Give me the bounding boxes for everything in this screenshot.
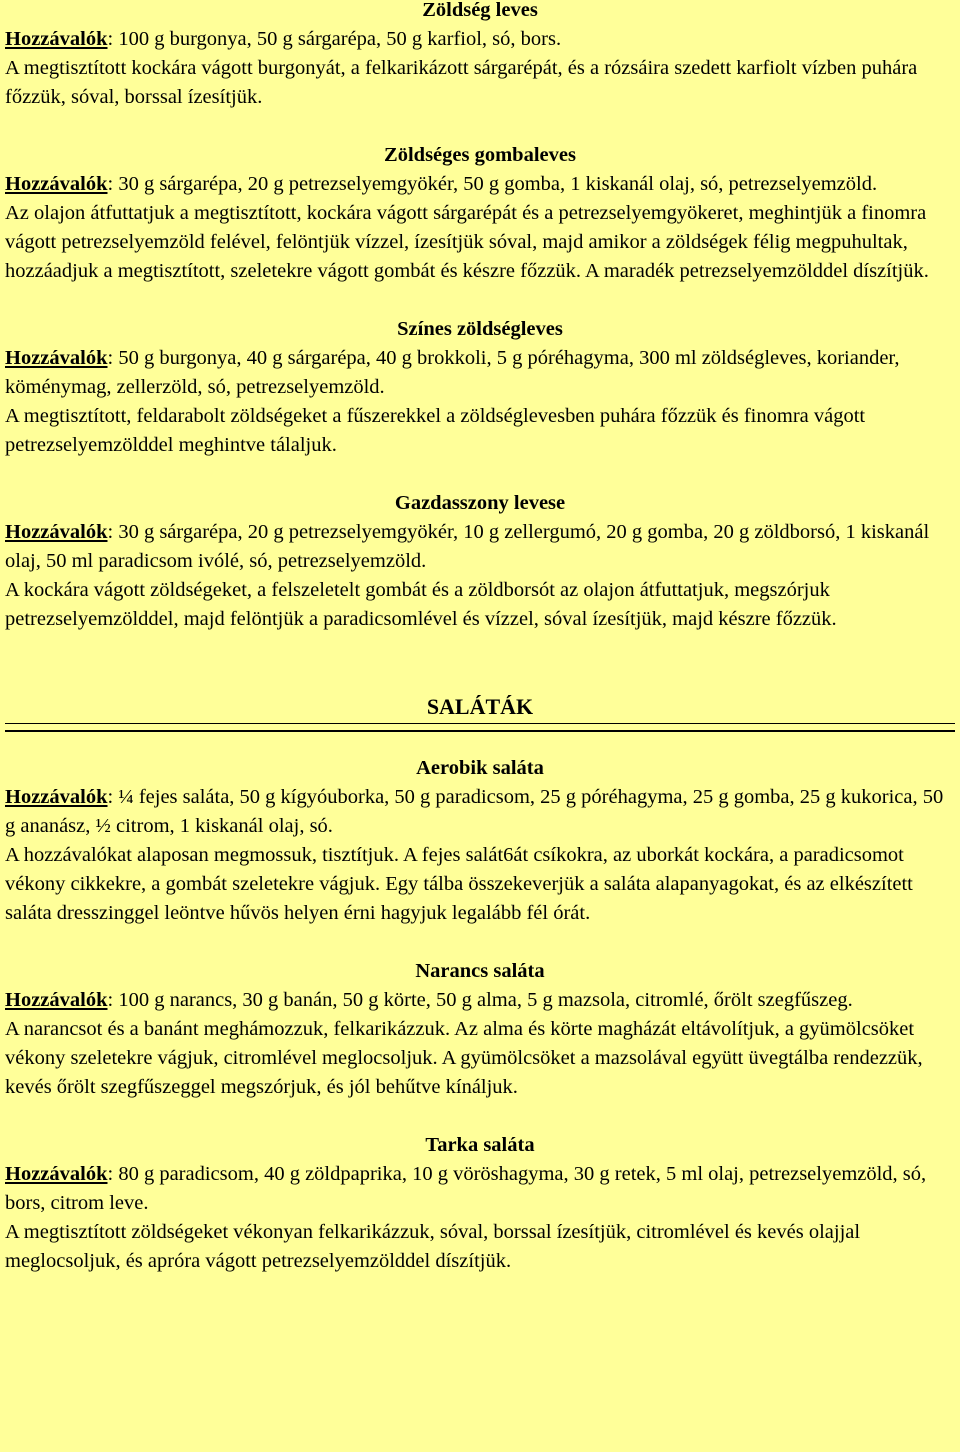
ingredients-label: Hozzávalók xyxy=(5,786,108,808)
ingredients-label: Hozzávalók xyxy=(5,28,108,50)
ingredients-text: : 100 g narancs, 30 g banán, 50 g körte, 50 g alma, 5 g mazsola, citromlé, őrölt szegfűszeg. xyxy=(107,989,853,1011)
ingredients-text: : 50 g burgonya, 40 g sárgarépa, 40 g brokkoli, 5 g póréhagyma, 300 ml zöldségleves, koriander, köménymag, zellerzöld, só, petrezselyemzöld. xyxy=(5,347,900,398)
ingredients-label: Hozzávalók xyxy=(5,521,108,543)
recipe-gazdasszony-levese xyxy=(5,489,955,634)
recipe-method: A megtisztított, feldarabolt zöldségeket a fűszerekkel a zöldséglevesben puhára főzzük és finomra vágott petrezselyemzölddel meghintve tálaljuk. xyxy=(5,405,866,456)
recipe-narancs-salata xyxy=(5,957,955,1102)
spacer xyxy=(5,460,955,489)
recipe-title: Zöldség leves xyxy=(422,0,538,21)
recipe-method: A megtisztított zöldségeket vékonyan felkarikázzuk, sóval, borssal ízesítjük, citromlével és kevés olajjal meglocsoljuk, és apróra vágott petrezselyemzölddel díszítjük. xyxy=(5,1221,861,1272)
recipe-ingredients xyxy=(5,986,955,1015)
document-page xyxy=(5,0,955,1276)
recipe-ingredients xyxy=(5,1160,955,1218)
recipe-zoldseges-gombaleves xyxy=(5,141,955,286)
recipe-title: Színes zöldségleves xyxy=(397,318,563,340)
recipe-method: A kockára vágott zöldségeket, a felszeletelt gombát és a zöldborsót az olajon átfuttatjuk, megszórjuk petrezselyemzölddel, majd felöntjük a paradicsomlével és vízzel, sóval ízesítjük, majd készre főzzük. xyxy=(5,579,837,630)
spacer xyxy=(5,928,955,957)
recipe-szines-zoldsegleves xyxy=(5,315,955,460)
ingredients-text: : 100 g burgonya, 50 g sárgarépa, 50 g karfiol, só, bors. xyxy=(107,28,562,50)
ingredients-text: : 80 g paradicsom, 40 g zöldpaprika, 10 g vöröshagyma, 30 g retek, 5 ml olaj, petrezselyemzöld, só, bors, citrom leve. xyxy=(5,1163,927,1214)
spacer xyxy=(5,286,955,315)
recipe-title: Gazdasszony levese xyxy=(394,492,566,514)
recipe-tarka-salata xyxy=(5,1131,955,1276)
section-divider xyxy=(5,723,955,732)
spacer xyxy=(5,634,955,692)
recipe-ingredients xyxy=(5,25,955,54)
recipe-zoldseg-leves xyxy=(5,0,955,112)
section-title: SALÁTÁK xyxy=(426,694,534,719)
ingredients-text: : ¼ fejes saláta, 50 g kígyóuborka, 50 g paradicsom, 25 g póréhagyma, 25 g gomba, 25 g kukorica, 50 g ananász, ½ citrom, 1 kiskanál olaj, só. xyxy=(5,786,944,837)
recipe-method: A hozzávalókat alaposan megmossuk, tisztítjuk. A fejes salát6át csíkokra, az uborkát kockára, a paradicsomot vékony cikkekre, a gombát szeletekre vágjuk. Egy tálba összekeverjük a saláta alapanyagokat, és az elkészített saláta dresszinggel leöntve hűvös helyen érni hagyjuk legalább fél órát. xyxy=(5,844,913,924)
ingredients-label: Hozzávalók xyxy=(5,989,108,1011)
recipe-ingredients xyxy=(5,170,955,199)
recipe-title: Tarka saláta xyxy=(425,1134,535,1156)
ingredients-label: Hozzávalók xyxy=(5,173,108,195)
ingredients-text: : 30 g sárgarépa, 20 g petrezselyemgyökér, 10 g zellergumó, 20 g gomba, 20 g zöldborsó, 1 kiskanál olaj, 50 ml paradicsom ivólé, só, petrezselyemzöld. xyxy=(5,521,930,572)
ingredients-label: Hozzávalók xyxy=(5,347,108,369)
recipe-method: Az olajon átfuttatjuk a megtisztított, kockára vágott sárgarépát és a petrezselyemgyökeret, meghintjük a finomra vágott petrezselyemzöld felével, felöntjük vízzel, ízesítjük sóval, majd amikor a zöldségek félig megpuhultak, hozzáadjuk a megtisztított, szeletekre vágott gombát és készre főzzük. A maradék petrezselyemzölddel díszítjük. xyxy=(5,202,929,282)
spacer xyxy=(5,112,955,141)
recipe-ingredients xyxy=(5,344,955,402)
recipe-method: A narancsot és a banánt meghámozzuk, felkarikázzuk. Az alma és körte magházát eltávolítjuk, a gyümölcsöket vékony szeletekre vágjuk, citromlével meglocsoljuk. A gyümölcsöket a mazsolával együtt üvegtálba rendezzük, kevés őrölt szegfűszeggel megszórjuk, és jól behűtve kínáljuk. xyxy=(5,1018,923,1098)
ingredients-label: Hozzávalók xyxy=(5,1163,108,1185)
recipe-title: Zöldséges gombaleves xyxy=(384,144,576,166)
spacer xyxy=(5,1102,955,1131)
recipe-title: Narancs saláta xyxy=(415,960,545,982)
ingredients-text: : 30 g sárgarépa, 20 g petrezselyemgyökér, 50 g gomba, 1 kiskanál olaj, só, petrezselyemzöld. xyxy=(107,173,878,195)
recipe-aerobik-salata xyxy=(5,754,955,928)
recipe-title: Aerobik saláta xyxy=(416,757,544,779)
recipe-ingredients xyxy=(5,518,955,576)
recipe-method: A megtisztított kockára vágott burgonyát, a felkarikázott sárgarépát, és a rózsáira szedett karfiolt vízben puhára főzzük, sóval, borssal ízesítjük. xyxy=(5,57,918,108)
recipe-ingredients xyxy=(5,783,955,841)
section-salads xyxy=(5,692,955,732)
